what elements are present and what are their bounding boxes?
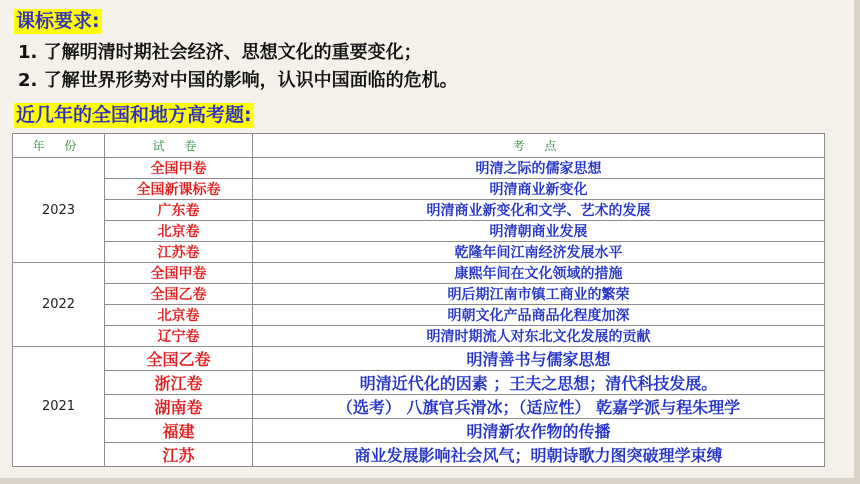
- table-row: [13, 305, 825, 326]
- table-row: [13, 200, 825, 221]
- table-row: [13, 419, 825, 443]
- point-cell: 明清善书与儒家思想: [253, 347, 825, 371]
- point-cell: 明清时期流人对东北文化发展的贡献: [253, 326, 825, 347]
- paper-cell: 江苏卷: [105, 242, 253, 263]
- point-cell: 明清之际的儒家思想: [253, 158, 825, 179]
- paper-cell: 全国乙卷: [105, 347, 253, 371]
- point-cell: 商业发展影响社会风气；明朝诗歌力图突破理学束缚: [253, 443, 825, 467]
- header-year: 年 份: [13, 134, 105, 158]
- year-cell: 2022: [13, 263, 105, 347]
- point-cell: 乾隆年间江南经济发展水平: [253, 242, 825, 263]
- paper-cell: 辽宁卷: [105, 326, 253, 347]
- point-cell: 明清新农作物的传播: [253, 419, 825, 443]
- table-row: [13, 221, 825, 242]
- paper-cell: 广东卷: [105, 200, 253, 221]
- paper-cell: 北京卷: [105, 221, 253, 242]
- table-row: [13, 179, 825, 200]
- paper-cell: 浙江卷: [105, 371, 253, 395]
- point-cell: 明清近代化的因素 ；王夫之思想；清代科技发展。: [253, 371, 825, 395]
- point-cell: 明清商业新变化和文学、艺术的发展: [253, 200, 825, 221]
- paper-cell: 湖南卷: [105, 395, 253, 419]
- requirement-2: 2. 了解世界形势对中国的影响，认识中国面临的危机。: [18, 70, 458, 91]
- year-cell: 2021: [13, 347, 105, 467]
- paper-cell: 江苏: [105, 443, 253, 467]
- paper-cell: 福建: [105, 419, 253, 443]
- point-cell: （选考） 八旗官兵滑冰；（适应性） 乾嘉学派与程朱理学: [253, 395, 825, 419]
- point-cell: 明清商业新变化: [253, 179, 825, 200]
- table-row: [13, 242, 825, 263]
- requirement-1: 1. 了解明清时期社会经济、思想文化的重要变化；: [18, 42, 422, 63]
- point-cell: 明朝文化产品商品化程度加深: [253, 305, 825, 326]
- table-row: [13, 263, 825, 284]
- point-cell: 明后期江南市镇工商业的繁荣: [253, 284, 825, 305]
- point-cell: 康熙年间在文化领域的措施: [253, 263, 825, 284]
- table-row: [13, 347, 825, 371]
- table-header-row: [13, 134, 825, 158]
- paper-cell: 全国甲卷: [105, 158, 253, 179]
- exam-table: [12, 133, 825, 467]
- header-point: 考 点: [253, 134, 825, 158]
- year-cell: 2023: [13, 158, 105, 263]
- paper-cell: 全国新课标卷: [105, 179, 253, 200]
- paper-cell: 全国乙卷: [105, 284, 253, 305]
- table-row: [13, 443, 825, 467]
- table-row: [13, 371, 825, 395]
- table-row: [13, 158, 825, 179]
- course-requirements-heading: 课标要求:: [16, 10, 100, 32]
- paper-cell: 北京卷: [105, 305, 253, 326]
- table-row: [13, 395, 825, 419]
- table-row: [13, 284, 825, 305]
- header-paper: 试 卷: [105, 134, 253, 158]
- table-row: [13, 326, 825, 347]
- paper-cell: 全国甲卷: [105, 263, 253, 284]
- exam-questions-heading: 近几年的全国和地方高考题:: [16, 104, 252, 126]
- point-cell: 明清朝商业发展: [253, 221, 825, 242]
